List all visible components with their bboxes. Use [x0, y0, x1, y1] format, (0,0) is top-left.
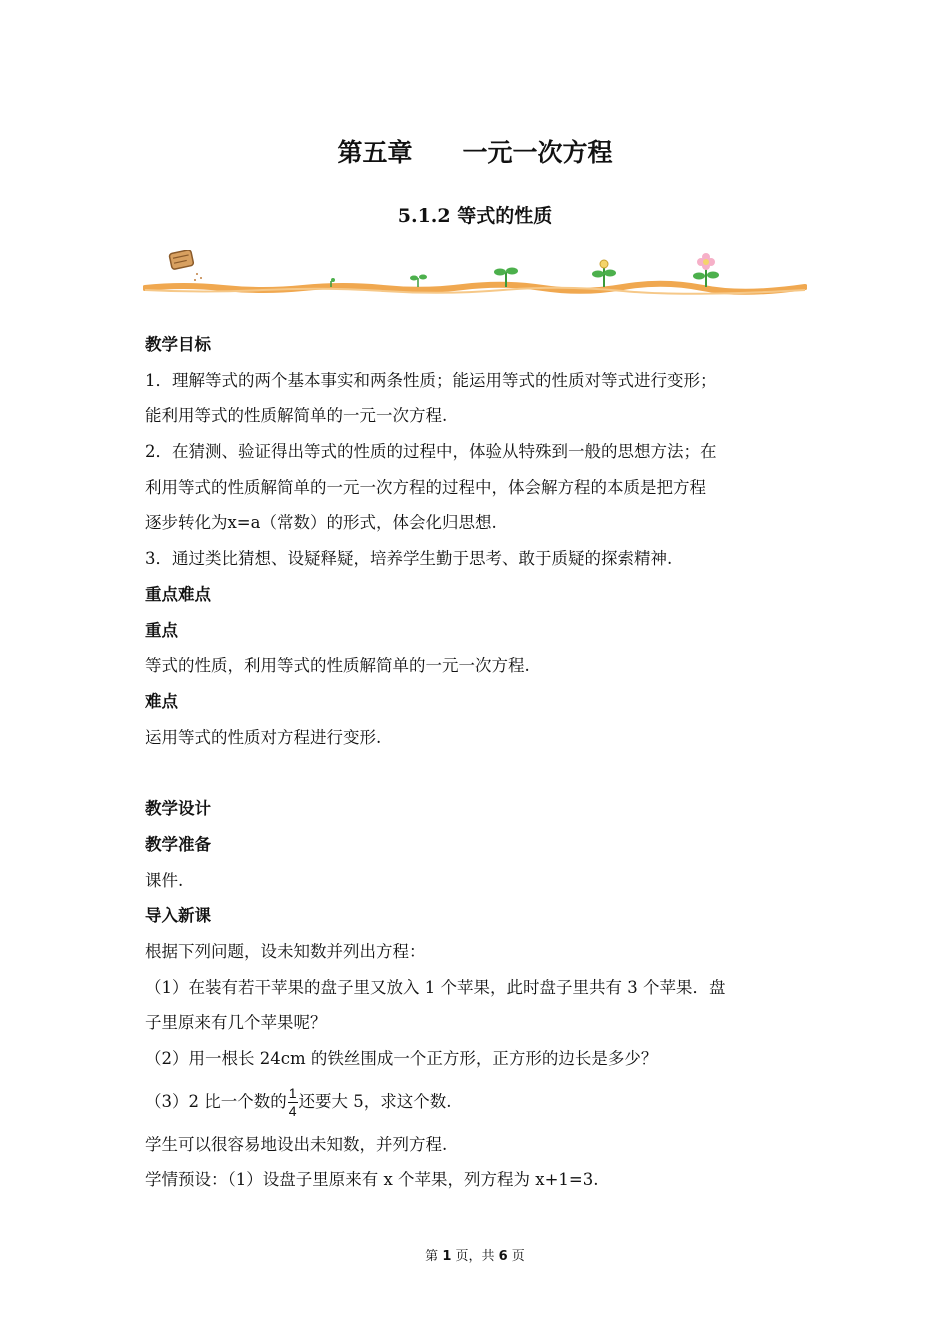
footer-middle: 页，共 [451, 1249, 499, 1264]
paragraph-line: 能利用等式的性质解简单的一元一次方程. [145, 406, 448, 426]
page-total: 6 [498, 1249, 508, 1264]
seedling-growth-banner [143, 250, 807, 298]
footer-suffix: 页 [507, 1249, 525, 1264]
paragraph-line: 根据下列问题，设未知数并列出方程： [145, 942, 426, 961]
question-line: 子里原来有几个苹果呢？ [145, 1013, 327, 1033]
paragraph-line: 课件. [145, 870, 184, 890]
budding-plant-icon [592, 260, 616, 287]
design-heading: 教学设计 [145, 799, 211, 819]
question-line: （1）在装有若干苹果的盘子里又放入 1 个苹果，此时盘子里共有 3 个苹果．盘 [145, 977, 726, 997]
fraction-denominator: 4 [288, 1102, 297, 1119]
difficulty-heading: 难点 [145, 691, 178, 711]
prep-heading: 教学准备 [145, 834, 211, 854]
footer-prefix: 第 [425, 1249, 443, 1264]
paragraph-line: 利用等式的性质解简单的一元一次方程的过程中，体会解方程的本质是把方程 [145, 477, 706, 497]
seed-bag-icon [169, 250, 194, 270]
page-number: 1 [442, 1249, 452, 1264]
intro-heading: 导入新课 [145, 906, 211, 926]
paragraph-line: 学生可以很容易地设出未知数，并列方程. [145, 1134, 448, 1154]
goals-heading: 教学目标 [145, 335, 211, 354]
page-footer [0, 1245, 950, 1264]
question-line [145, 1077, 810, 1127]
keypoints-heading: 重点难点 [145, 584, 211, 604]
paragraph-line: 运用等式的性质对方程进行变形. [145, 727, 382, 747]
paragraph-line: 等式的性质，利用等式的性质解简单的一元一次方程. [145, 656, 530, 676]
section-title: 5.1.2 等式的性质 [397, 205, 553, 227]
paragraph-line: 逐步转化为x=a（常数）的形式，体会化归思想. [145, 513, 497, 533]
fraction-numerator: 1 [288, 1084, 297, 1101]
flower-icon [693, 253, 719, 287]
paragraph-line: 1．理解等式的两个基本事实和两条性质；能运用等式的性质对等式进行变形； [145, 370, 717, 390]
spacer [145, 755, 810, 791]
key-heading: 重点 [145, 620, 178, 640]
question-suffix: 还要大 5，求这个数. [298, 1091, 452, 1111]
question-line: （2）用一根长 24cm 的铁丝围成一个正方形，正方形的边长是多少？ [145, 1049, 658, 1069]
fraction [288, 1085, 298, 1120]
question-prefix: （3）2 比一个数的 [145, 1091, 287, 1111]
chapter-title: 第五章 一元一次方程 [337, 138, 613, 167]
document-body [145, 327, 810, 1198]
sprout-icon [410, 275, 427, 288]
paragraph-line: 学情预设：（1）设盘子里原来有 x 个苹果，列方程为 x+1=3. [145, 1170, 599, 1190]
paragraph-line: 3．通过类比猜想、设疑释疑，培养学生勤于思考、敢于质疑的探索精神. [145, 549, 673, 569]
paragraph-line: 2．在猜测、验证得出等式的性质的过程中，体验从特殊到一般的思想方法；在 [145, 442, 717, 462]
